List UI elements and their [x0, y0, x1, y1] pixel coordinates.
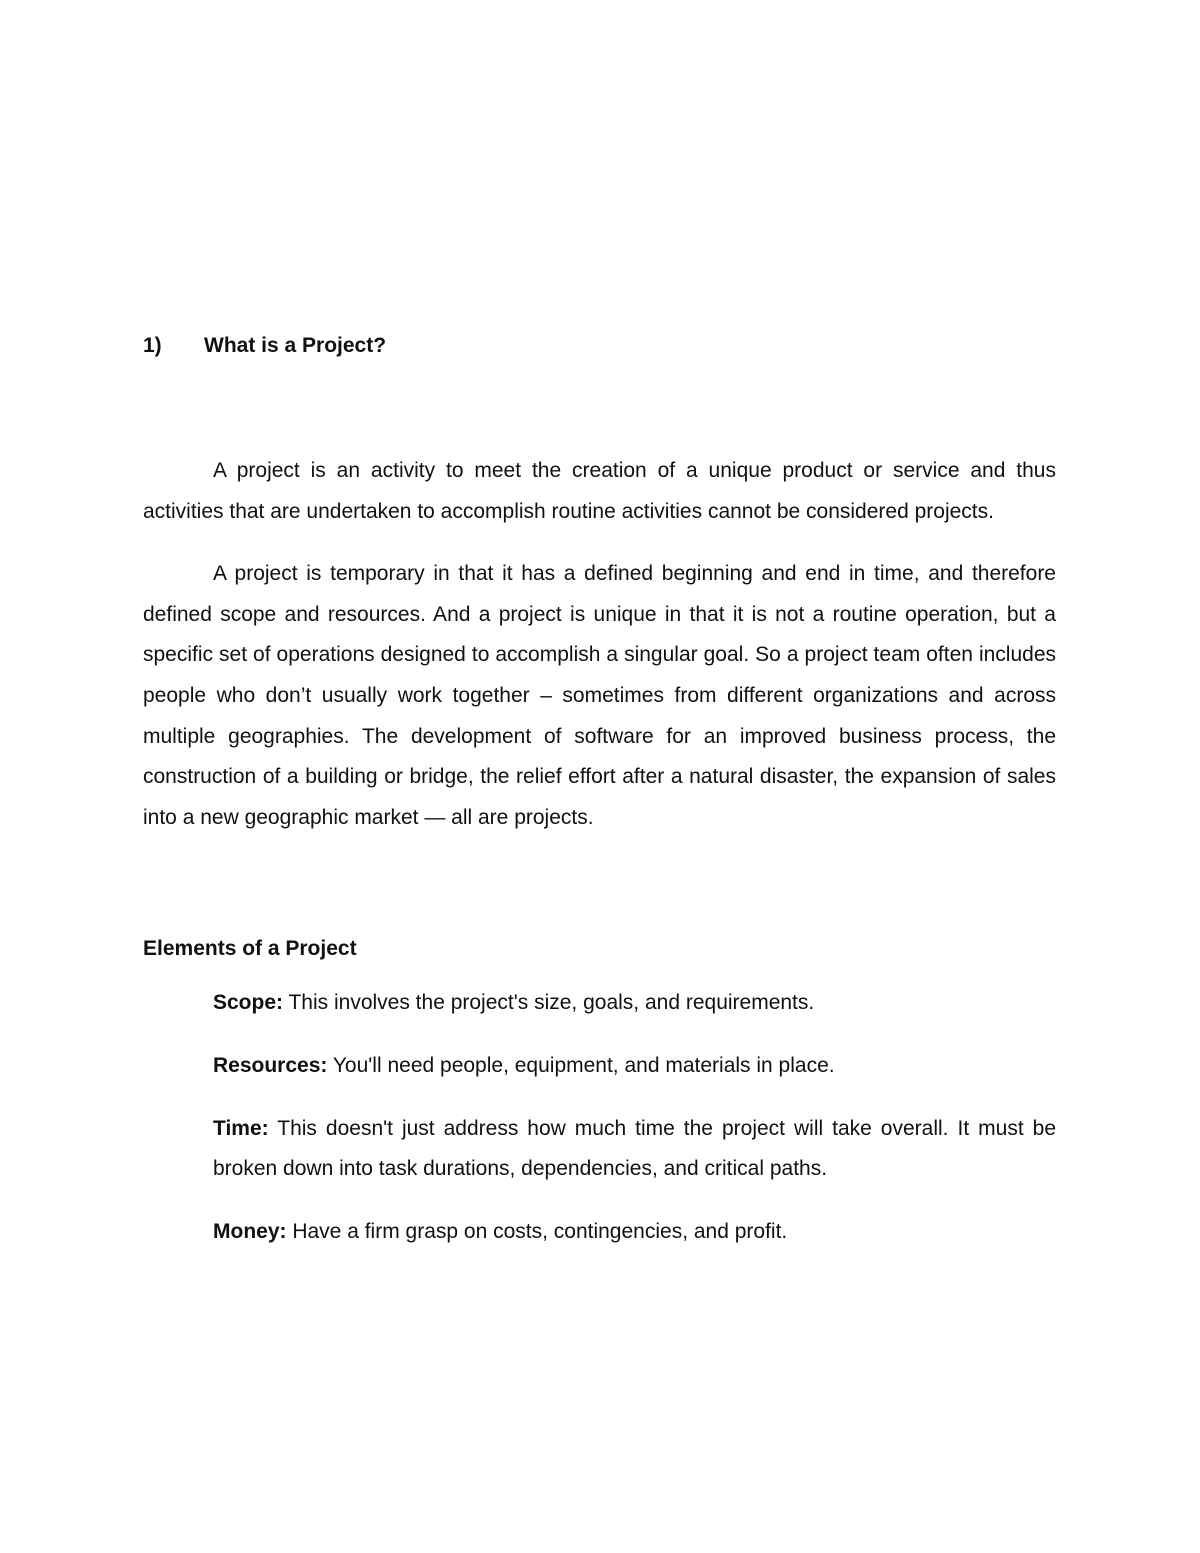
heading-title: What is a Project?: [204, 334, 387, 357]
element-label: Scope:: [213, 991, 284, 1015]
paragraph-definition: A project is an activity to meet the creation of a unique product or service and thus activities that are undertaken to accomplish routine activities cannot be considered projects.: [143, 459, 1056, 523]
element-text: Have a firm grasp on costs, contingencies, and profit.: [286, 1219, 788, 1243]
element-resources: [213, 1046, 1056, 1087]
element-label: Resources:: [213, 1053, 328, 1077]
elements-section-title: Elements of a Project: [143, 937, 357, 961]
document-body: [143, 330, 1056, 1252]
element-time: [213, 1109, 1056, 1190]
element-text: This doesn't just address how much time the project will take overall. It must be broken down into task durations, dependencies, and critical paths.: [213, 1116, 1056, 1181]
element-label: Time:: [213, 1116, 269, 1140]
element-scope: [213, 983, 1056, 1024]
element-text: You'll need people, equipment, and materials in place.: [327, 1053, 835, 1077]
element-label: Money:: [213, 1219, 287, 1243]
element-text: This involves the project's size, goals, and requirements.: [283, 991, 815, 1015]
element-money: [213, 1212, 1056, 1253]
heading-number: 1): [143, 334, 162, 357]
section-heading: [143, 330, 1056, 362]
paragraph-temporary-unique: A project is temporary in that it has a defined beginning and end in time, and therefore defined scope and resources. And a project is unique in that it is not a routine operation, but a specific set of operations designed to accomplish a singular goal. So a project team often includes people who don’t usually work together – sometimes from different organizations and across multiple geographies. The development of software for an improved business process, the construction of a building or bridge, the relief effort after a natural disaster, the expansion of sales into a new geographic market — all are projects.: [143, 562, 1056, 829]
